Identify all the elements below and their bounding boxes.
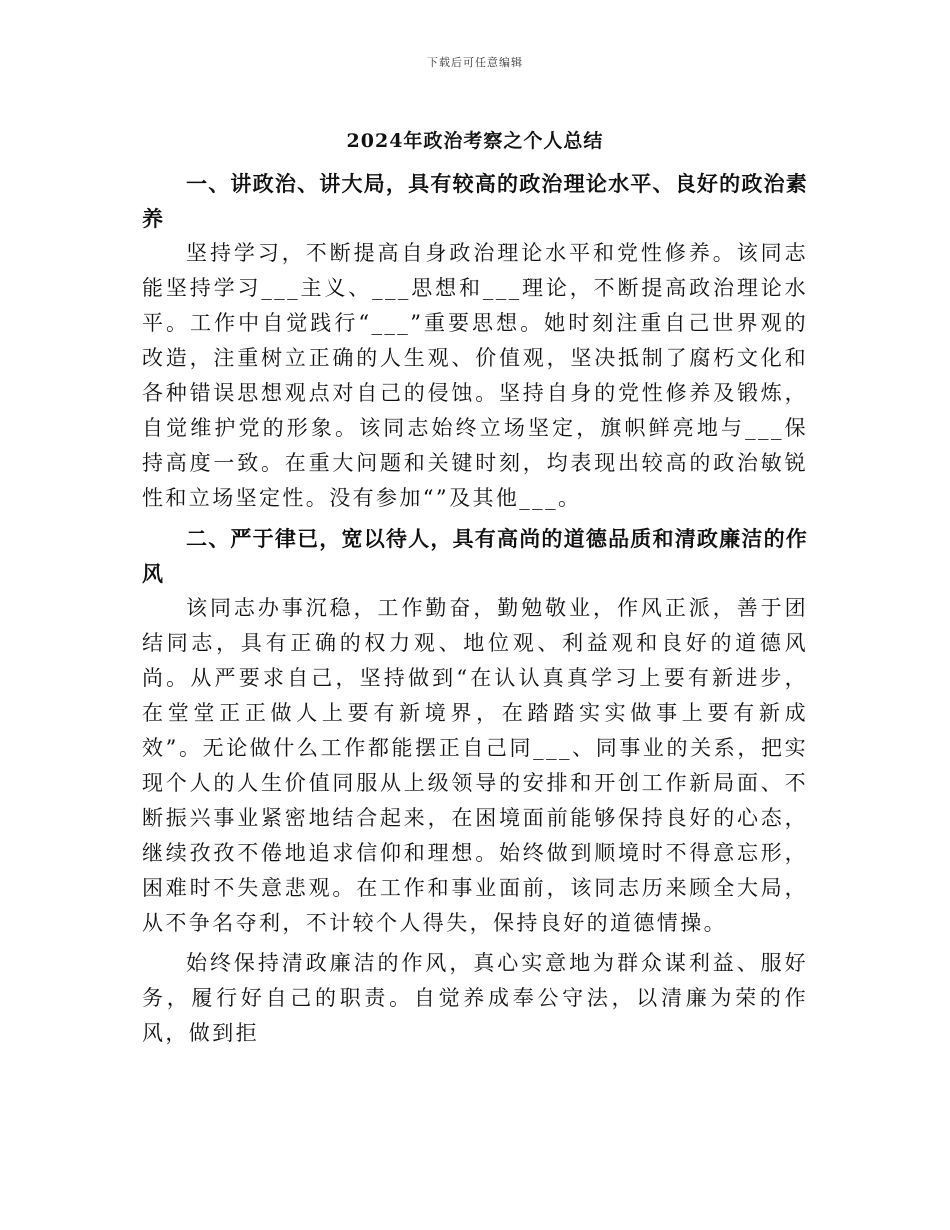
section-1-paragraph-1: 坚持学习，不断提高自身政治理论水平和党性修养。该同志能坚持学习___主义、___思想和___理论，不断提高政治理论水平。工作中自觉践行“___”重要思想。她时刻注重自己世界观的改造，注重树立正确的人生观、价值观，坚决抵制了腐朽文化和各种错误思想观点对自己的侵蚀。坚持自身的党性修养及锻炼，自觉维护党的形象。该同志始终立场坚定，旗帜鲜亮地与___保持高度一致。在重大问题和关键时刻，均表现出较高的政治敏锐性和立场坚定性。没有参加“”及其他___。	[142, 241, 808, 510]
section-heading-2: 二、严于律已，宽以待人，具有高尚的道德品质和清政廉洁的作风	[142, 526, 808, 586]
page-header-note: 下载后可任意编辑	[427, 56, 523, 69]
document-title: 2024年政治考察之个人总结	[346, 130, 604, 152]
section-2-paragraph-2: 始终保持清政廉洁的作风，真心实意地为群众谋利益、服好务，履行好自己的职责。自觉养成奉公守法，以清廉为荣的作风，做到拒	[142, 951, 808, 1045]
section-heading-1: 一、讲政治、讲大局，具有较高的政治理论水平、良好的政治素养	[142, 171, 808, 231]
document-body	[142, 166, 808, 1051]
section-2-paragraph-1: 该同志办事沉稳，工作勤奋，勤勉敬业，作风正派，善于团结同志，具有正确的权力观、地位观、利益观和良好的道德风尚。从严要求自己，坚持做到“在认认真真学习上要有新进步，在堂堂正正做人上要有新境界，在踏踏实实做事上要有新成效”。无论做什么工作都能摆正自己同___、同事业的关系，把实现个人的人生价值同服从上级领导的安排和开创工作新局面、不断振兴事业紧密地结合起来，在困境面前能够保持良好的心态，继续孜孜不倦地追求信仰和理想。始终做到顺境时不得意忘形，困难时不失意悲观。在工作和事业面前，该同志历来顾全大局，从不争名夺利，不计较个人得失，保持良好的道德情操。	[142, 596, 808, 935]
